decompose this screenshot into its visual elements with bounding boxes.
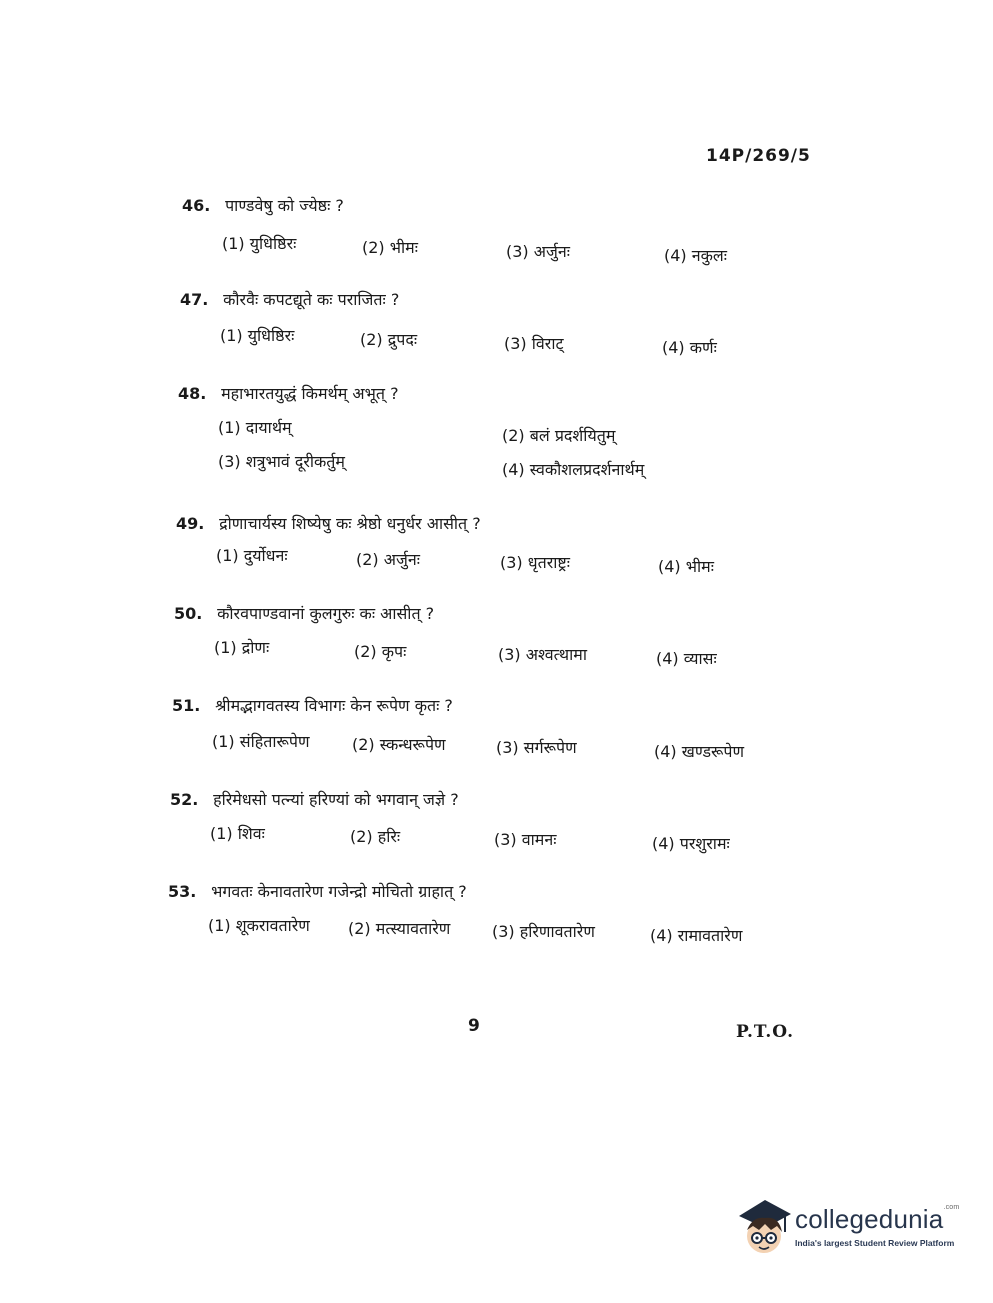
question-52 bbox=[170, 788, 459, 810]
q52-option-2: (2) हरिः bbox=[350, 827, 401, 846]
q49-option-2: (2) अर्जुनः bbox=[356, 550, 420, 569]
paper-code: 14P/269/5 bbox=[706, 146, 811, 166]
q50-option-4: (4) व्यासः bbox=[656, 649, 717, 668]
q52-option-4: (4) परशुरामः bbox=[652, 834, 730, 853]
q48-option-3: (3) शत्रुभावं दूरीकर्तुम् bbox=[218, 452, 345, 471]
question-50 bbox=[174, 602, 434, 624]
question-number: 46. bbox=[182, 196, 211, 215]
q51-option-1: (1) संहितारूपेण bbox=[212, 732, 310, 751]
question-text: कौरवैः कपटद्यूते कः पराजितः ? bbox=[223, 290, 400, 309]
q52-option-1: (1) शिवः bbox=[210, 824, 265, 843]
mascot-icon bbox=[735, 1196, 793, 1262]
q48-option-2: (2) बलं प्रदर्शयितुम् bbox=[502, 426, 616, 445]
pto-label: P.T.O. bbox=[736, 1022, 794, 1042]
question-number: 47. bbox=[180, 290, 209, 309]
question-text: महाभारतयुद्धं किमर्थम् अभूत् ? bbox=[221, 384, 399, 403]
question-number: 50. bbox=[174, 604, 203, 623]
brand-wordmark: collegedunia bbox=[795, 1204, 944, 1234]
q46-option-4: (4) नकुलः bbox=[664, 246, 727, 265]
question-46 bbox=[182, 194, 344, 216]
question-text: भगवतः केनावतारेण गजेन्द्रो मोचितो ग्राहात् ? bbox=[211, 882, 467, 901]
collegedunia-logo bbox=[735, 1196, 965, 1266]
question-text: द्रोणाचार्यस्य शिष्येषु कः श्रेष्ठो धनुर्धर आसीत् ? bbox=[219, 514, 481, 533]
question-number: 52. bbox=[170, 790, 199, 809]
question-number: 48. bbox=[178, 384, 207, 403]
question-51 bbox=[172, 694, 453, 716]
q53-option-2: (2) मत्स्यावतारेण bbox=[348, 919, 451, 938]
q51-option-2: (2) स्कन्धरूपेण bbox=[352, 735, 446, 754]
question-number: 53. bbox=[168, 882, 197, 901]
brand-name bbox=[795, 1204, 959, 1235]
q48-option-1: (1) दायार्थम् bbox=[218, 418, 292, 437]
question-47 bbox=[180, 288, 399, 310]
question-48 bbox=[178, 382, 399, 404]
question-number: 49. bbox=[176, 514, 205, 533]
q51-option-3: (3) सर्गरूपेण bbox=[496, 738, 577, 757]
question-text: पाण्डवेषु को ज्येष्ठः ? bbox=[225, 196, 344, 215]
q47-option-4: (4) कर्णः bbox=[662, 338, 717, 357]
q46-option-3: (3) अर्जुनः bbox=[506, 242, 570, 261]
question-53 bbox=[168, 880, 467, 902]
question-49 bbox=[176, 512, 481, 534]
q51-option-4: (4) खण्डरूपेण bbox=[654, 742, 745, 761]
q50-option-2: (2) कृपः bbox=[354, 642, 407, 661]
q47-option-3: (3) विराट् bbox=[504, 334, 564, 353]
question-text: श्रीमद्भागवतस्य विभागः केन रूपेण कृतः ? bbox=[215, 696, 453, 715]
brand-tagline: India's largest Student Review Platform bbox=[795, 1238, 955, 1248]
q53-option-1: (1) शूकरावतारेण bbox=[208, 916, 310, 935]
q47-option-2: (2) द्रुपदः bbox=[360, 330, 418, 349]
q48-option-4: (4) स्वकौशलप्रदर्शनार्थम् bbox=[502, 460, 645, 479]
q49-option-4: (4) भीमः bbox=[658, 557, 714, 576]
q53-option-4: (4) रामावतारेण bbox=[650, 926, 743, 945]
question-text: कौरवपाण्डवानां कुलगुरुः कः आसीत् ? bbox=[217, 604, 435, 623]
q46-option-2: (2) भीमः bbox=[362, 238, 418, 257]
q47-option-1: (1) युधिष्ठिरः bbox=[220, 326, 295, 345]
q50-option-3: (3) अश्वत्थामा bbox=[498, 645, 588, 664]
q49-option-3: (3) धृतराष्ट्रः bbox=[500, 553, 570, 572]
q49-option-1: (1) दुर्योधनः bbox=[216, 546, 288, 565]
question-number: 51. bbox=[172, 696, 201, 715]
page-number: 9 bbox=[468, 1016, 480, 1036]
brand-suffix: .com bbox=[943, 1204, 960, 1211]
question-text: हरिमेधसो पत्न्यां हरिण्यां को भगवान् जज्ञे ? bbox=[213, 790, 459, 809]
q50-option-1: (1) द्रोणः bbox=[214, 638, 270, 657]
q52-option-3: (3) वामनः bbox=[494, 830, 557, 849]
q46-option-1: (1) युधिष्ठिरः bbox=[222, 234, 297, 253]
q53-option-3: (3) हरिणावतारेण bbox=[492, 922, 595, 941]
